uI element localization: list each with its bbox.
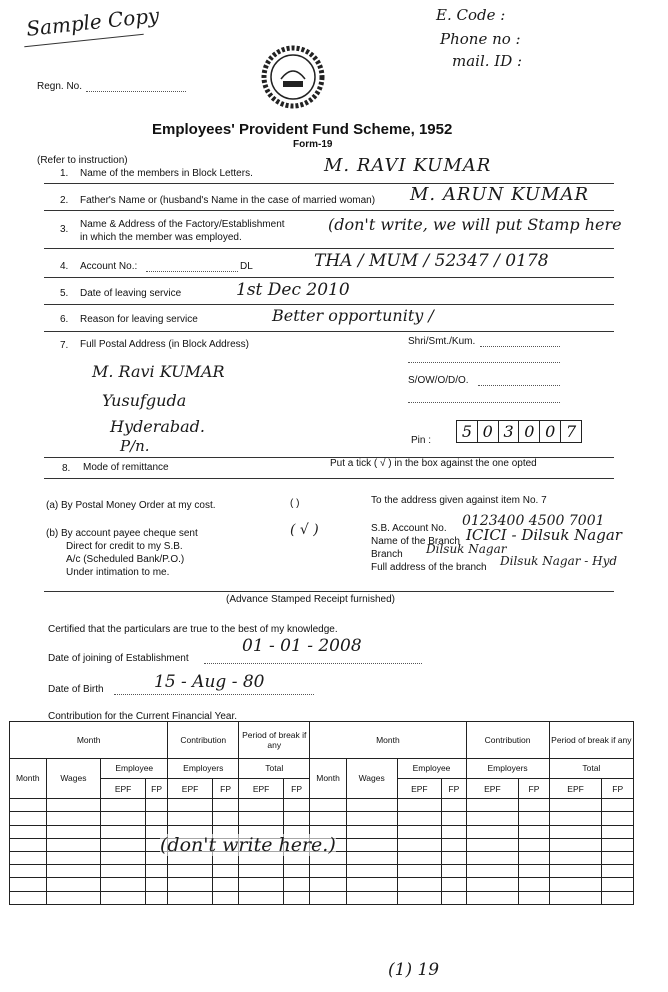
header-contribution: Contribution: [168, 722, 239, 759]
field-4-number: 4.: [60, 261, 69, 272]
pin-digit: 3: [499, 421, 520, 442]
postal-order-label: (a) By Postal Money Order at my cost.: [46, 500, 216, 511]
cheque-label-3: A/c (Scheduled Bank/P.O.): [66, 554, 185, 565]
mail-note: mail. ID :: [452, 52, 523, 70]
address-line-1: M. Ravi KUMAR: [92, 362, 225, 381]
pin-digit: 0: [519, 421, 540, 442]
col-wages-2: Wages: [346, 758, 397, 799]
col-month-2: Month: [310, 758, 347, 799]
doj-dots: [204, 663, 422, 664]
col-total: Total: [239, 758, 310, 778]
address-line-2: Yusufguda: [102, 391, 187, 410]
pin-label: Pin :: [411, 435, 432, 446]
col-fp: FP: [602, 778, 634, 798]
sowodo-dots: [478, 385, 560, 386]
regn-dots: [86, 91, 186, 92]
pin-code-boxes: [456, 420, 582, 443]
contribution-table: [9, 721, 634, 905]
doj-value: 01 - 01 - 2008: [242, 636, 362, 656]
header-month-2: Month: [310, 722, 466, 759]
col-fp: FP: [442, 778, 466, 798]
col-month: Month: [10, 758, 47, 799]
member-name-value: M. RAVI KUMAR: [324, 155, 492, 176]
postal-order-tickbox[interactable]: ( ): [290, 498, 300, 509]
leaving-reason-value: Better opportunity /: [272, 306, 434, 325]
cheque-label-4: Under intimation to me.: [66, 567, 170, 578]
field-5-number: 5.: [60, 288, 69, 299]
field-5-rule: [44, 304, 614, 305]
field-4-label: Account No.:: [80, 261, 138, 272]
refer-instruction: (Refer to instruction): [37, 155, 128, 166]
advance-receipt-note: (Advance Stamped Receipt furnished): [226, 594, 395, 605]
address-line-3: Hyderabad.: [110, 417, 205, 436]
form-number: Form-19: [293, 139, 333, 150]
col-fp: FP: [145, 778, 167, 798]
field-4-rule: [44, 277, 614, 278]
col-employers: Employers: [168, 758, 239, 778]
branch-name-label: Name of the Branch: [371, 536, 460, 547]
address-line-4: P/n.: [120, 437, 150, 455]
col-epf: EPF: [397, 778, 442, 798]
phone-note: Phone no :: [440, 30, 521, 48]
col-wages: Wages: [46, 758, 101, 799]
header-period-2: Period of break if any: [549, 722, 633, 759]
branch-address-value: Dilsuk Nagar - Hyd: [500, 554, 618, 568]
sb-account-label: S.B. Account No.: [371, 523, 447, 534]
pin-digit: 0: [478, 421, 499, 442]
certification-text: Certified that the particulars are true to the best of my knowledge.: [48, 624, 338, 635]
regn-label: Regn. No.: [37, 81, 83, 92]
table-dont-write-note: (don't write here.): [160, 834, 336, 856]
field-3-rule: [44, 248, 614, 249]
field-3-number: 3.: [60, 224, 69, 235]
father-name-value: M. ARUN KUMAR: [410, 184, 590, 205]
field-6-rule: [44, 331, 614, 332]
col-epf: EPF: [101, 778, 146, 798]
branch-value: Dilsuk Nagar: [426, 542, 507, 556]
field-8-number: 8.: [62, 463, 71, 474]
shri-label: Shri/Smt./Kum.: [408, 336, 476, 347]
field-7-number: 7.: [60, 340, 69, 351]
remit-rule: [44, 591, 614, 592]
field-4-dl: DL: [240, 261, 253, 272]
pin-digit: 7: [565, 422, 577, 441]
dob-label: Date of Birth: [48, 684, 104, 695]
header-period: Period of break if any: [239, 722, 310, 759]
field-3-label-a: Name & Address of the Factory/Establishment: [80, 219, 285, 230]
leaving-date-value: 1st Dec 2010: [236, 280, 350, 300]
form-title: Employees' Provident Fund Scheme, 1952: [152, 121, 453, 138]
sample-copy-note: Sample Copy: [25, 3, 161, 41]
dob-value: 15 - Aug - 80: [154, 672, 265, 692]
field-2-number: 2.: [60, 195, 69, 206]
account-dots: [146, 271, 238, 272]
field-3-label-b: in which the member was employed.: [80, 232, 242, 243]
emblem-seal-icon: [261, 45, 325, 109]
field-8-rule: [44, 478, 614, 479]
doj-label: Date of joining of Establishment: [48, 653, 189, 664]
contribution-title: Contribution for the Current Financial Year.: [48, 711, 237, 722]
field-6-number: 6.: [60, 314, 69, 325]
page-number-mark: (1) 19: [388, 960, 440, 980]
field-8-hint: Put a tick ( √ ) in the box against the one opted: [330, 458, 537, 469]
col-epf: EPF: [239, 778, 284, 798]
shri-dots-2: [408, 362, 560, 363]
col-fp: FP: [283, 778, 309, 798]
ecode-note: E. Code :: [436, 6, 506, 24]
dob-dots: [114, 694, 314, 695]
header-month: Month: [10, 722, 168, 759]
col-fp: FP: [519, 778, 549, 798]
field-1-label: Name of the members in Block Letters.: [80, 168, 253, 179]
header-contribution-2: Contribution: [466, 722, 549, 759]
sowodo-dots-2: [408, 402, 560, 403]
field-2-label: Father's Name or (husband's Name in the case of married woman): [80, 195, 376, 206]
cheque-tickbox[interactable]: ( √ ): [290, 522, 319, 538]
pin-digit: 5: [457, 421, 478, 442]
branch-name-value: ICICI - Dilsuk Nagar: [466, 526, 622, 544]
col-employee: Employee: [101, 758, 168, 778]
cheque-label-1: (b) By account payee cheque sent: [46, 528, 198, 539]
pin-digit: 0: [540, 421, 561, 442]
field-2-rule: [44, 210, 614, 211]
col-employers-2: Employers: [466, 758, 549, 778]
col-epf: EPF: [549, 778, 602, 798]
col-epf: EPF: [168, 778, 213, 798]
establishment-value: (don't write, we will put Stamp here: [328, 215, 622, 234]
account-number-value: THA / MUM / 52347 / 0178: [314, 251, 549, 271]
col-employee-2: Employee: [397, 758, 466, 778]
field-7-label: Full Postal Address (in Block Address): [80, 339, 249, 350]
cheque-label-2: Direct for credit to my S.B.: [66, 541, 183, 552]
address-reference: To the address given against item No. 7: [371, 495, 547, 506]
sowodo-label: S/OW/O/D/O.: [408, 375, 469, 386]
field-5-label: Date of leaving service: [80, 288, 182, 299]
branch-label: Branch: [371, 549, 403, 560]
field-1-number: 1.: [60, 168, 69, 179]
col-epf: EPF: [466, 778, 519, 798]
field-6-label: Reason for leaving service: [80, 314, 198, 325]
sb-account-value: 0123400 4500 7001: [462, 513, 605, 529]
branch-address-label: Full address of the branch: [371, 562, 487, 573]
col-total-2: Total: [549, 758, 633, 778]
col-fp: FP: [212, 778, 238, 798]
field-8-label: Mode of remittance: [83, 462, 169, 473]
shri-dots: [480, 346, 560, 347]
